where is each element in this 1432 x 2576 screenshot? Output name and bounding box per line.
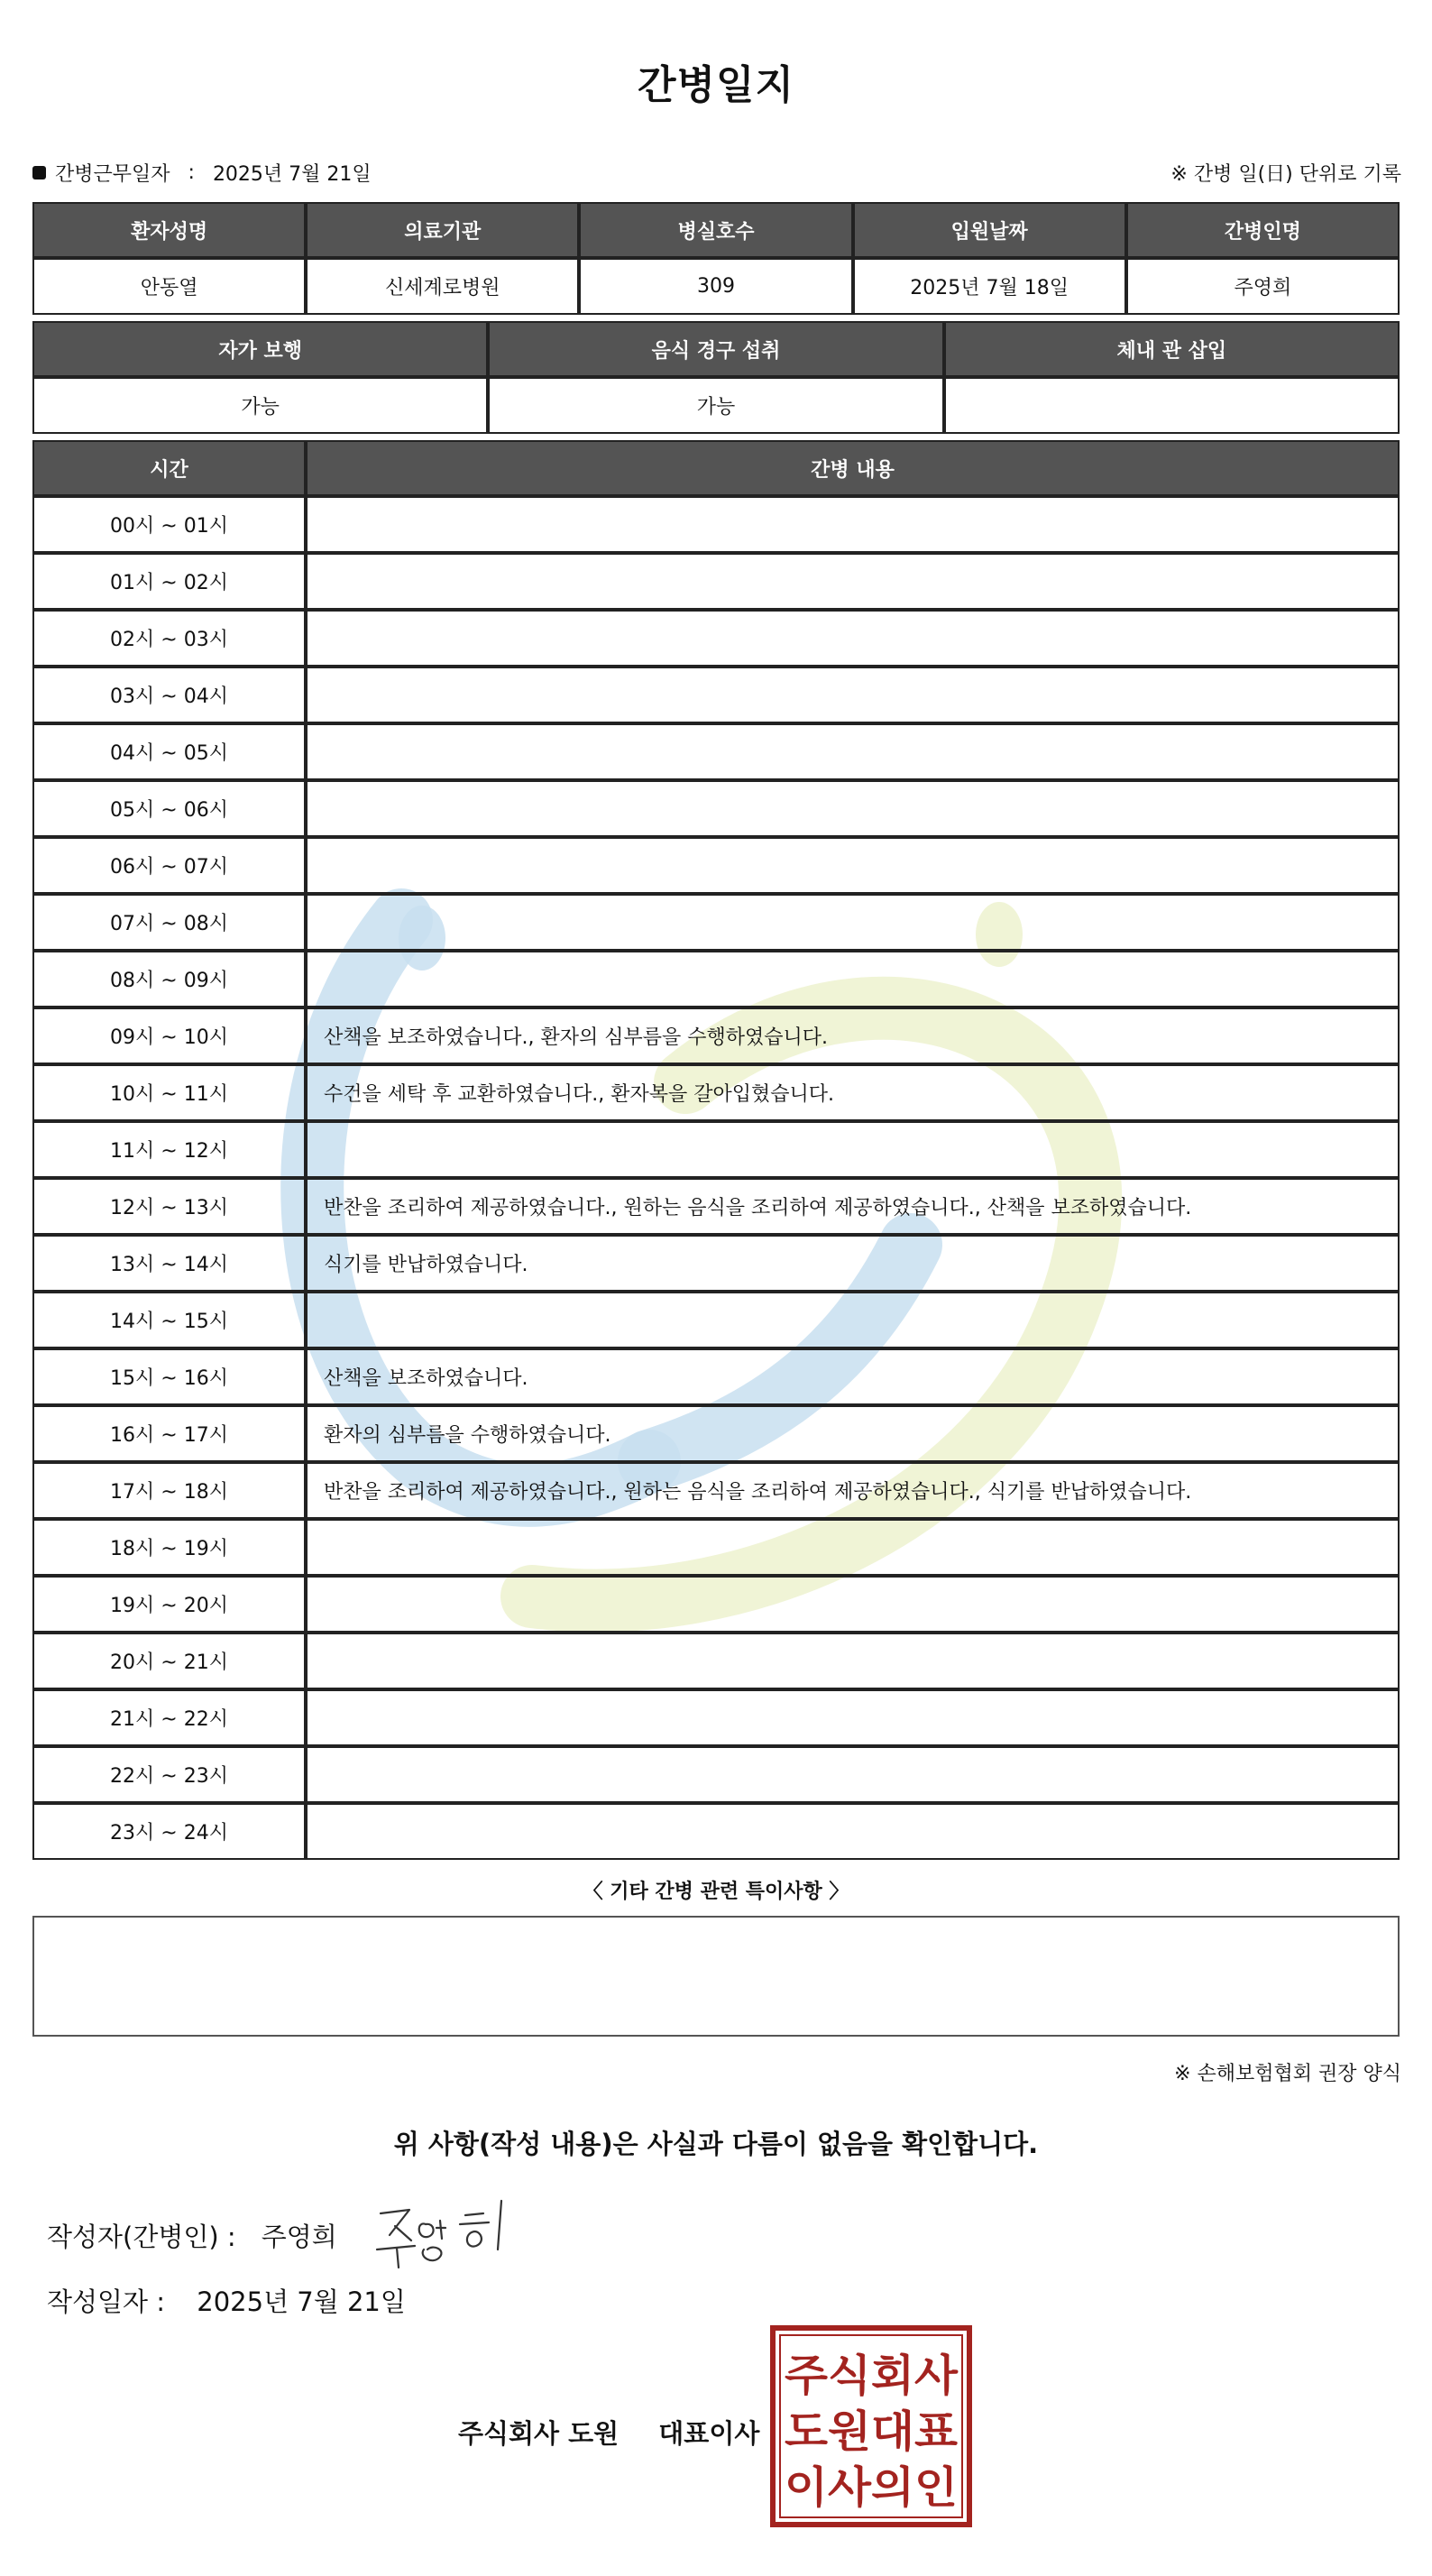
care-log-row — [32, 1746, 1400, 1803]
company-seal — [770, 2325, 972, 2527]
company-name: 주식회사 도원 — [458, 2418, 620, 2449]
care-content — [306, 951, 1400, 1007]
care-log-row — [32, 1235, 1400, 1292]
time-header: 시간 — [32, 440, 306, 496]
work-date-value: 2025년 7월 21일 — [212, 163, 372, 186]
time-slot: 11시 ~ 12시 — [32, 1121, 306, 1178]
oral-intake-header: 음식 경구 섭취 — [488, 321, 943, 377]
hospital-name: 신세계로병원 — [306, 258, 579, 315]
tube-insertion-header: 체내 관 삽입 — [944, 321, 1400, 377]
care-content — [306, 1121, 1400, 1178]
caregiver-header: 간병인명 — [1126, 202, 1400, 258]
care-content: 산책을 보조하였습니다., 환자의 심부름을 수행하였습니다. — [306, 1007, 1400, 1064]
care-log-row — [32, 894, 1400, 951]
work-date-label: 간병근무일자 — [55, 163, 170, 186]
care-content: 식기를 반납하였습니다. — [306, 1235, 1400, 1292]
time-slot: 12시 ~ 13시 — [32, 1178, 306, 1235]
remarks-title: 〈 기타 간병 관련 특이사항 〉 — [583, 1881, 849, 1903]
writer-label: 작성자(간병인) : — [47, 2222, 236, 2252]
care-log-row — [32, 1405, 1400, 1462]
status-header-row — [32, 321, 1400, 377]
work-date-line — [32, 159, 372, 187]
time-slot: 05시 ~ 06시 — [32, 780, 306, 837]
room-number: 309 — [579, 258, 852, 315]
bullet-icon — [32, 166, 46, 179]
handwritten-signature — [370, 2194, 523, 2275]
care-log-header-row — [32, 440, 1400, 496]
care-content — [306, 1633, 1400, 1689]
care-content — [306, 1803, 1400, 1860]
write-date-line — [47, 2282, 406, 2319]
caregiver-name: 주영희 — [1126, 258, 1400, 315]
time-slot: 08시 ~ 09시 — [32, 951, 306, 1007]
document-title: 간병일지 — [637, 62, 794, 108]
care-log-row — [32, 723, 1400, 780]
care-log-row — [32, 1576, 1400, 1633]
time-slot: 14시 ~ 15시 — [32, 1292, 306, 1348]
care-content: 환자의 심부름을 수행하였습니다. — [306, 1405, 1400, 1462]
time-slot: 04시 ~ 05시 — [32, 723, 306, 780]
care-log-row — [32, 837, 1400, 894]
care-log-table — [32, 440, 1400, 1860]
status-value-row — [32, 377, 1400, 434]
care-content: 반찬을 조리하여 제공하였습니다., 원하는 음식을 조리하여 제공하였습니다., 식기를 반납하였습니다. — [306, 1462, 1400, 1519]
time-slot: 10시 ~ 11시 — [32, 1064, 306, 1121]
admission-date-header: 입원날짜 — [853, 202, 1126, 258]
write-date-value: 2025년 7월 21일 — [197, 2286, 406, 2317]
remarks-box — [32, 1916, 1400, 2037]
care-content: 반찬을 조리하여 제공하였습니다., 원하는 음식을 조리하여 제공하였습니다., 산책을 보조하였습니다. — [306, 1178, 1400, 1235]
time-slot: 18시 ~ 19시 — [32, 1519, 306, 1576]
time-slot: 00시 ~ 01시 — [32, 496, 306, 553]
care-content — [306, 1689, 1400, 1746]
care-content-header: 간병 내용 — [306, 440, 1400, 496]
time-slot: 21시 ~ 22시 — [32, 1689, 306, 1746]
care-log-row — [32, 553, 1400, 610]
care-content — [306, 1292, 1400, 1348]
company-line — [458, 2414, 759, 2451]
time-slot: 13시 ~ 14시 — [32, 1235, 306, 1292]
walking-header: 자가 보행 — [32, 321, 488, 377]
hospital-header: 의료기관 — [306, 202, 579, 258]
time-slot: 15시 ~ 16시 — [32, 1348, 306, 1405]
time-slot: 01시 ~ 02시 — [32, 553, 306, 610]
writer-line — [47, 2217, 337, 2254]
care-log-row — [32, 1064, 1400, 1121]
care-log-row — [32, 1519, 1400, 1576]
care-log-row — [32, 780, 1400, 837]
care-log-row — [32, 1178, 1400, 1235]
time-slot: 16시 ~ 17시 — [32, 1405, 306, 1462]
time-slot: 03시 ~ 04시 — [32, 667, 306, 723]
care-log-row — [32, 1121, 1400, 1178]
time-slot: 17시 ~ 18시 — [32, 1462, 306, 1519]
seal-line-2: 도원대표 — [785, 2406, 959, 2457]
time-slot: 23시 ~ 24시 — [32, 1803, 306, 1860]
care-content — [306, 894, 1400, 951]
writer-name: 주영희 — [261, 2222, 337, 2252]
time-slot: 07시 ~ 08시 — [32, 894, 306, 951]
care-content — [306, 1519, 1400, 1576]
care-content: 수건을 세탁 후 교환하였습니다., 환자복을 갈아입혔습니다. — [306, 1064, 1400, 1121]
care-content — [306, 1576, 1400, 1633]
patient-name: 안동열 — [32, 258, 306, 315]
write-date-label: 작성일자 : — [47, 2286, 166, 2317]
confirmation-statement: 위 사항(작성 내용)은 사실과 다름이 없음을 확인합니다. — [393, 2129, 1039, 2159]
time-slot: 22시 ~ 23시 — [32, 1746, 306, 1803]
patient-table — [32, 202, 1400, 315]
room-header: 병실호수 — [579, 202, 852, 258]
patient-header-row — [32, 202, 1400, 258]
admission-date: 2025년 7월 18일 — [853, 258, 1126, 315]
time-slot: 19시 ~ 20시 — [32, 1576, 306, 1633]
care-log-row — [32, 1348, 1400, 1405]
care-log-row — [32, 1689, 1400, 1746]
time-slot: 02시 ~ 03시 — [32, 610, 306, 667]
care-log-row — [32, 1292, 1400, 1348]
form-note: ※ 손해보험협회 권장 양식 — [1174, 2063, 1401, 2085]
care-log-row — [32, 496, 1400, 553]
seal-line-3: 이사의인 — [785, 2462, 958, 2513]
care-log-row — [32, 610, 1400, 667]
patient-name-header: 환자성명 — [32, 202, 306, 258]
care-log-row — [32, 1007, 1400, 1064]
patient-value-row — [32, 258, 1400, 315]
oral-intake-value: 가능 — [488, 377, 943, 434]
time-slot: 20시 ~ 21시 — [32, 1633, 306, 1689]
care-log-row — [32, 1633, 1400, 1689]
care-content — [306, 1746, 1400, 1803]
care-content — [306, 553, 1400, 610]
care-content — [306, 780, 1400, 837]
unit-note: ※ 간병 일(日) 단위로 기록 — [1170, 163, 1401, 186]
work-date-separator: : — [188, 161, 195, 184]
care-log-row — [32, 667, 1400, 723]
care-log-row — [32, 1803, 1400, 1860]
care-content — [306, 496, 1400, 553]
status-table — [32, 321, 1400, 434]
time-slot: 06시 ~ 07시 — [32, 837, 306, 894]
care-content — [306, 667, 1400, 723]
care-log-row — [32, 951, 1400, 1007]
care-log-row — [32, 1462, 1400, 1519]
care-content — [306, 837, 1400, 894]
tube-insertion-value — [944, 377, 1400, 434]
walking-value: 가능 — [32, 377, 488, 434]
representative-title: 대표이사 — [658, 2418, 760, 2449]
time-slot: 09시 ~ 10시 — [32, 1007, 306, 1064]
care-content: 산책을 보조하였습니다. — [306, 1348, 1400, 1405]
care-content — [306, 610, 1400, 667]
seal-line-1: 주식회사 — [785, 2351, 959, 2401]
care-content — [306, 723, 1400, 780]
